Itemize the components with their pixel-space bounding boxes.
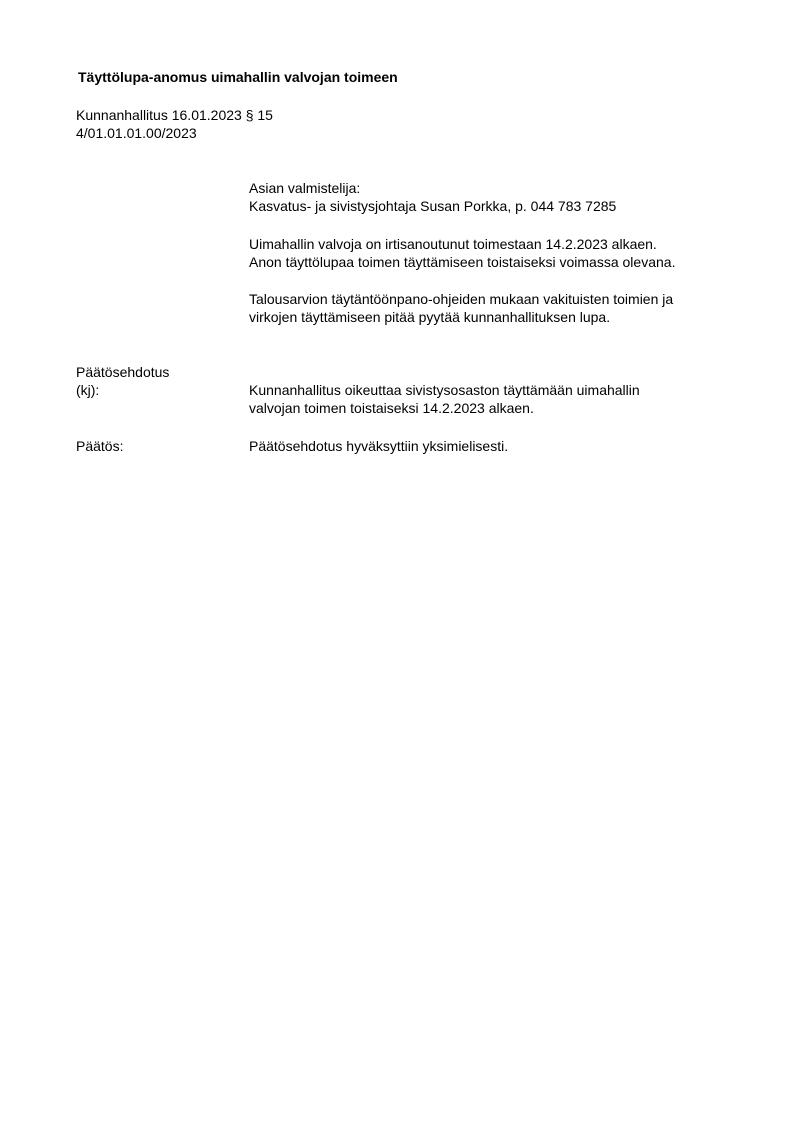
paragraph-2-line-1: Talousarvion täytäntöönpano-ohjeiden mukaan vakituisten toimien ja [249,291,674,307]
proposal-text-line-2: valvojan toimen toistaiseksi 14.2.2023 alkaen. [249,400,534,416]
decision-label: Päätös: [76,438,124,454]
decision-text: Päätösehdotus hyväksyttiin yksimielisesti. [249,438,509,454]
preparer-label: Asian valmistelija: [249,180,361,196]
preparer-name: Kasvatus- ja sivistysjohtaja Susan Porkka, p. 044 783 7285 [249,198,617,214]
proposal-label-kj: (kj): [76,382,100,398]
proposal-label: Päätösehdotus [76,364,170,380]
proposal-text-line-1: Kunnanhallitus oikeuttaa sivistysosaston täyttämään uimahallin [249,382,640,398]
record-number: 4/01.01.01.00/2023 [76,125,197,141]
paragraph-2-line-2: virkojen täyttämiseen pitää pyytää kunnanhallituksen lupa. [249,309,611,325]
meeting-body-date: Kunnanhallitus 16.01.2023 § 15 [76,107,273,123]
paragraph-1-line-2: Anon täyttölupaa toimen täyttämiseen toistaiseksi voimassa olevana. [249,254,676,270]
document-title: Täyttölupa-anomus uimahallin valvojan toimeen [78,69,398,85]
paragraph-1-line-1: Uimahallin valvoja on irtisanoutunut toimestaan 14.2.2023 alkaen. [249,236,657,252]
